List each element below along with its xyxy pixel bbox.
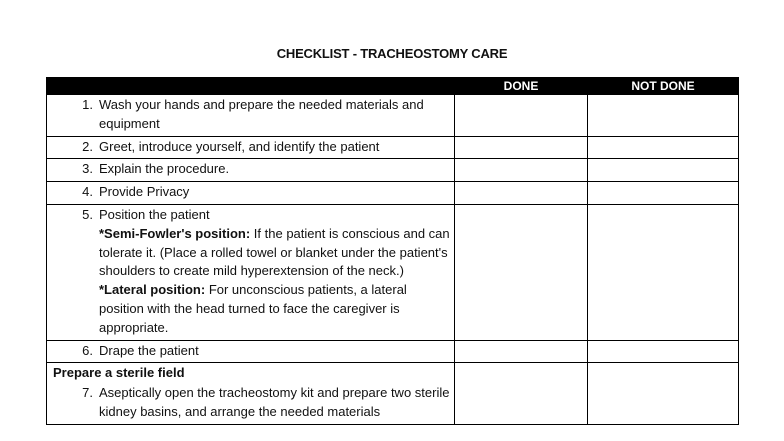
step-number: 6. bbox=[82, 342, 93, 358]
done-cell[interactable] bbox=[455, 136, 588, 159]
header-done: DONE bbox=[455, 78, 588, 95]
table-row bbox=[47, 340, 739, 363]
not-done-cell[interactable] bbox=[588, 340, 739, 363]
done-cell[interactable] bbox=[455, 182, 588, 205]
header-step bbox=[47, 78, 455, 95]
step-cell bbox=[47, 363, 455, 424]
lateral-label: *Lateral position: bbox=[99, 282, 206, 298]
step-number: 2. bbox=[82, 138, 93, 154]
step-text: Drape the patient bbox=[99, 342, 199, 358]
step-number: 5. bbox=[82, 206, 93, 222]
not-done-cell[interactable] bbox=[588, 204, 739, 340]
step-text: Wash your hands and prepare the needed materials and equipment bbox=[99, 97, 424, 131]
table-row bbox=[47, 95, 739, 137]
not-done-cell[interactable] bbox=[588, 159, 739, 182]
not-done-cell[interactable] bbox=[588, 136, 739, 159]
table-row bbox=[47, 159, 739, 182]
section-heading: Prepare a sterile field bbox=[53, 365, 185, 381]
not-done-cell[interactable] bbox=[588, 95, 739, 137]
table-row bbox=[47, 363, 739, 424]
header-row bbox=[47, 78, 739, 95]
table-row bbox=[47, 182, 739, 205]
step-number: 1. bbox=[82, 97, 93, 112]
not-done-cell[interactable] bbox=[588, 363, 739, 424]
step-cell bbox=[47, 136, 455, 159]
header-not-done: NOT DONE bbox=[588, 78, 739, 95]
step-number: 3. bbox=[82, 161, 93, 177]
step-cell bbox=[47, 182, 455, 205]
done-cell[interactable] bbox=[455, 95, 588, 137]
step-number: 4. bbox=[82, 184, 93, 200]
done-cell[interactable] bbox=[455, 340, 588, 363]
table-row bbox=[47, 204, 739, 340]
lateral-text: For unconscious patients, a lateral position with the head turned to face the caregiver is appropriate. bbox=[99, 282, 407, 335]
step-number: 7. bbox=[82, 385, 93, 401]
not-done-cell[interactable] bbox=[588, 182, 739, 205]
step-cell bbox=[47, 204, 455, 340]
step-text-block bbox=[99, 206, 450, 338]
semi-fowler-label: *Semi-Fowler's position: bbox=[99, 225, 251, 241]
done-cell[interactable] bbox=[455, 204, 588, 340]
step-text: Position the patient bbox=[99, 206, 210, 222]
page-title: CHECKLIST - TRACHEOSTOMY CARE bbox=[276, 46, 508, 61]
step-text: Aseptically open the tracheostomy kit and prepare two sterile kidney basins, and arrange the needed materials bbox=[99, 385, 450, 419]
step-cell bbox=[47, 159, 455, 182]
step-cell bbox=[47, 95, 455, 137]
semi-fowler-text: If the patient is conscious and can tolerate it. (Place a rolled towel or blanket under the patient's shoulders to create mild hyperextension of the neck.) bbox=[99, 225, 450, 279]
done-cell[interactable] bbox=[455, 159, 588, 182]
step-cell bbox=[47, 340, 455, 363]
step-text: Greet, introduce yourself, and identify the patient bbox=[99, 138, 380, 154]
checklist-table bbox=[46, 77, 739, 425]
table-row bbox=[47, 136, 739, 159]
done-cell[interactable] bbox=[455, 363, 588, 424]
step-text: Provide Privacy bbox=[99, 184, 190, 200]
step-text: Explain the procedure. bbox=[99, 161, 230, 177]
